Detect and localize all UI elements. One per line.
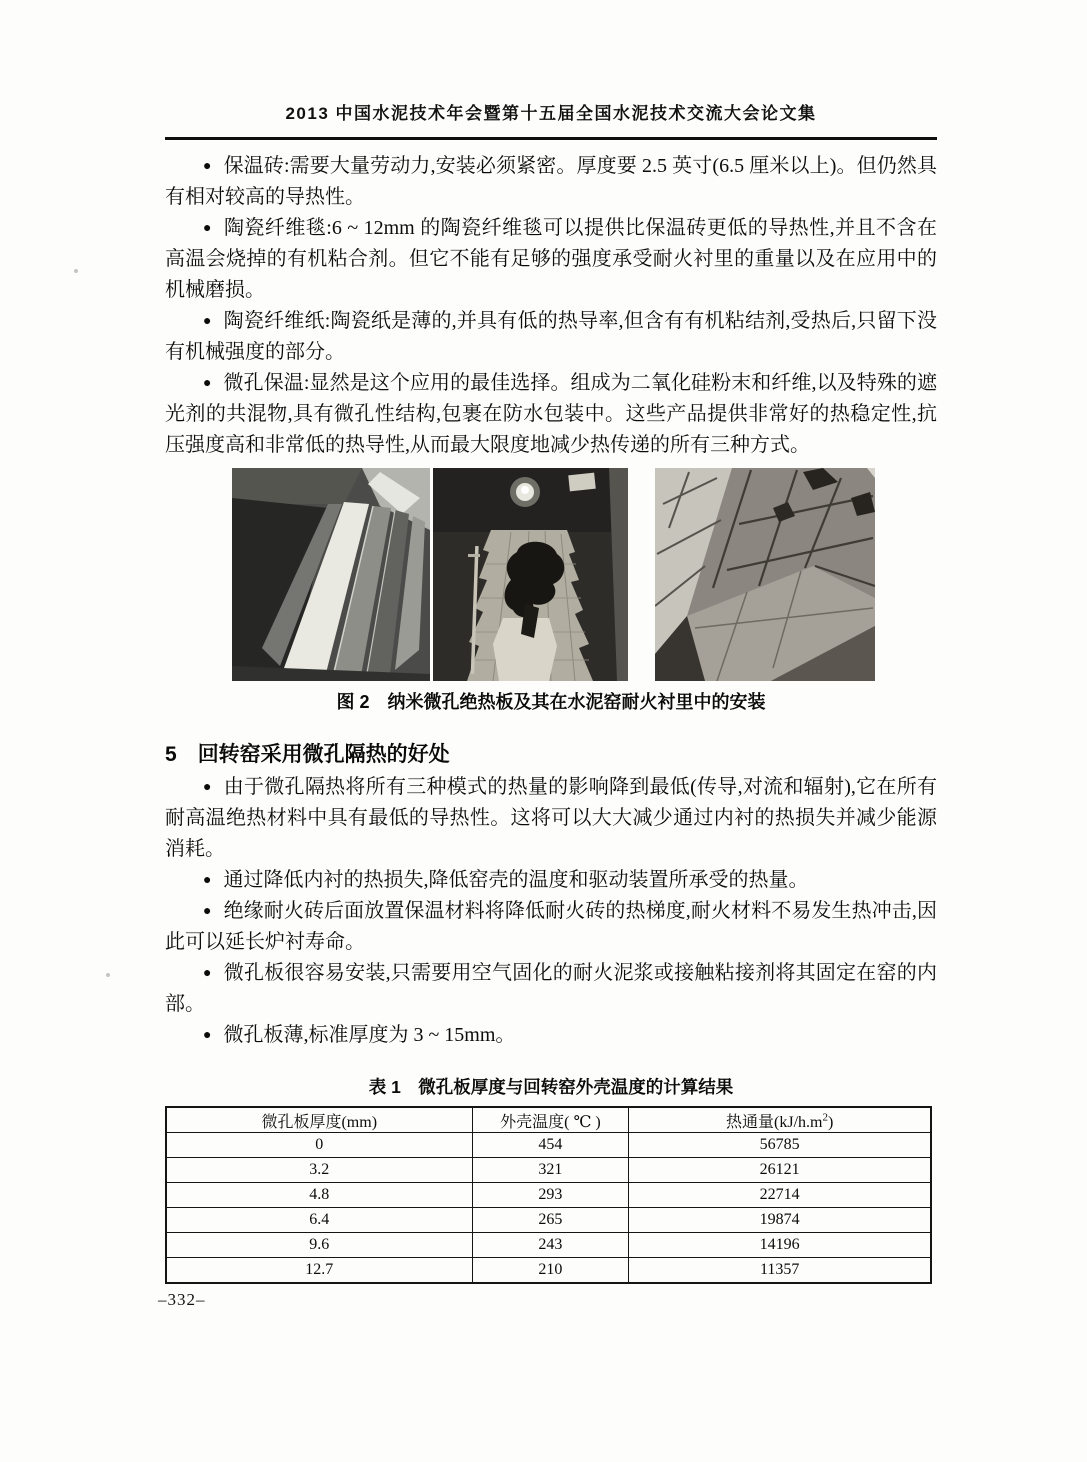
paragraph-text: 保温砖:需要大量劳动力,安装必须紧密。厚度要 2.5 英寸(6.5 厘米以上)。但仍然具有相对较高的导热性。 [165, 155, 937, 208]
table-cell: 11357 [629, 1258, 931, 1284]
paragraph-text: 微孔板很容易安装,只需要用空气固化的耐火泥浆或接触粘接剂将其固定在窑的内部。 [165, 962, 937, 1015]
section-heading [165, 740, 937, 770]
bullet-paragraph [165, 958, 937, 1020]
table-cell: 22714 [629, 1183, 931, 1208]
paragraph-text: 绝缘耐火砖后面放置保温材料将降低耐火砖的热梯度,耐火材料不易发生热冲击,因此可以延长炉衬寿命。 [165, 900, 937, 953]
table-cell: 321 [472, 1158, 629, 1183]
scan-speck [74, 269, 78, 273]
bullet-icon: ● [203, 780, 212, 795]
figure-2 [165, 468, 937, 713]
table-row [166, 1183, 931, 1208]
section-number: 5 [165, 743, 177, 766]
intro-bullet-list [165, 151, 937, 461]
table-cell: 14196 [629, 1233, 931, 1258]
section-title: 回转窑采用微孔隔热的好处 [197, 743, 450, 766]
table-row [166, 1208, 931, 1233]
table-header-heat-flux [629, 1107, 931, 1133]
paragraph-text: 微孔板薄,标准厚度为 3 ~ 15mm。 [223, 1024, 516, 1046]
table-header-shell-temp: 外壳温度( ℃ ) [472, 1107, 629, 1133]
running-header-title: 2013 中国水泥技术年会暨第十五届全国水泥技术交流大会论文集 [285, 104, 817, 123]
bullet-paragraph [165, 865, 937, 896]
heat-flux-unit-post: ) [827, 1113, 834, 1131]
table-cell: 293 [472, 1183, 629, 1208]
paragraph-text: 由于微孔隔热将所有三种模式的热量的影响降到最低(传导,对流和辐射),它在所有耐高温绝热材料中具有最低的导热性。这将可以大大减少通过内衬的热损失并减少能源消耗。 [165, 776, 937, 860]
bullet-paragraph [165, 151, 937, 213]
table-cell: 6.4 [166, 1208, 472, 1233]
paragraph-text: 陶瓷纤维纸:陶瓷纸是薄的,并具有低的热导率,但含有有机粘结剂,受热后,只留下没有机械强度的部分。 [165, 310, 937, 363]
paragraph-text: 陶瓷纤维毯:6 ~ 12mm 的陶瓷纤维毯可以提供比保温砖更低的导热性,并且不含在高温会烧掉的有机粘合剂。但它不能有足够的强度承受耐火衬里的重量以及在应用中的机械磨损。 [165, 217, 937, 301]
bullet-icon: ● [203, 904, 212, 919]
table-cell: 56785 [629, 1133, 931, 1158]
bullet-paragraph [165, 772, 937, 865]
calculation-results-table [165, 1106, 932, 1284]
table-cell: 0 [166, 1133, 472, 1158]
bullet-icon: ● [203, 376, 212, 391]
paragraph-text: 通过降低内衬的热损失,降低窑壳的温度和驱动装置所承受的热量。 [223, 869, 809, 891]
table-row [166, 1233, 931, 1258]
table-title: 表 1 微孔板厚度与回转窑外壳温度的计算结果 [368, 1077, 734, 1097]
heat-flux-unit-pre: 热通量(kJ/h.m [726, 1113, 823, 1131]
header-rule [165, 137, 937, 140]
table-cell: 4.8 [166, 1183, 472, 1208]
page-number: –332– [158, 1290, 206, 1309]
figure-photo-row [232, 468, 937, 681]
table-header-thickness: 微孔板厚度(mm) [166, 1107, 472, 1133]
table-cell: 19874 [629, 1208, 931, 1233]
photo-kiln-interior-installation [433, 468, 628, 681]
table-cell: 9.6 [166, 1233, 472, 1258]
bullet-icon: ● [203, 873, 212, 888]
bullet-paragraph [165, 896, 937, 958]
table-cell: 12.7 [166, 1258, 472, 1284]
bullet-paragraph [165, 306, 937, 368]
page-content [165, 0, 937, 1284]
heat-flux-unit-sup: 2 [822, 1111, 828, 1124]
paragraph-text: 微孔保温:显然是这个应用的最佳选择。组成为二氧化硅粉末和纤维,以及特殊的遮光剂的共混物,具有微孔性结构,包裹在防水包装中。这些产品提供非常好的热稳定性,抗压强度高和非常低的热导性,从而最大限度地减少热传递的所有三种方式。 [165, 372, 937, 456]
figure-caption: 图 2 纳米微孔绝热板及其在水泥窑耐火衬里中的安装 [336, 692, 766, 712]
table-cell: 265 [472, 1208, 629, 1233]
table-cell: 3.2 [166, 1158, 472, 1183]
bullet-paragraph [165, 1020, 937, 1051]
bullet-paragraph [165, 213, 937, 306]
table-cell: 454 [472, 1133, 629, 1158]
table-row [166, 1133, 931, 1158]
bullet-icon: ● [203, 314, 212, 329]
section-bullet-list [165, 772, 937, 1051]
bullet-icon: ● [203, 159, 212, 174]
table-cell: 210 [472, 1258, 629, 1284]
table-cell: 26121 [629, 1158, 931, 1183]
photo-microporous-insulation-boards [232, 468, 430, 681]
table-row [166, 1158, 931, 1183]
table-row [166, 1258, 931, 1284]
table-header-row [166, 1107, 931, 1133]
table-cell: 243 [472, 1233, 629, 1258]
photo-brick-lining-with-panels [655, 468, 875, 681]
bullet-paragraph [165, 368, 937, 461]
bullet-icon: ● [203, 1028, 212, 1043]
scan-speck [106, 973, 110, 977]
bullet-icon: ● [203, 966, 212, 981]
bullet-icon: ● [203, 221, 212, 236]
